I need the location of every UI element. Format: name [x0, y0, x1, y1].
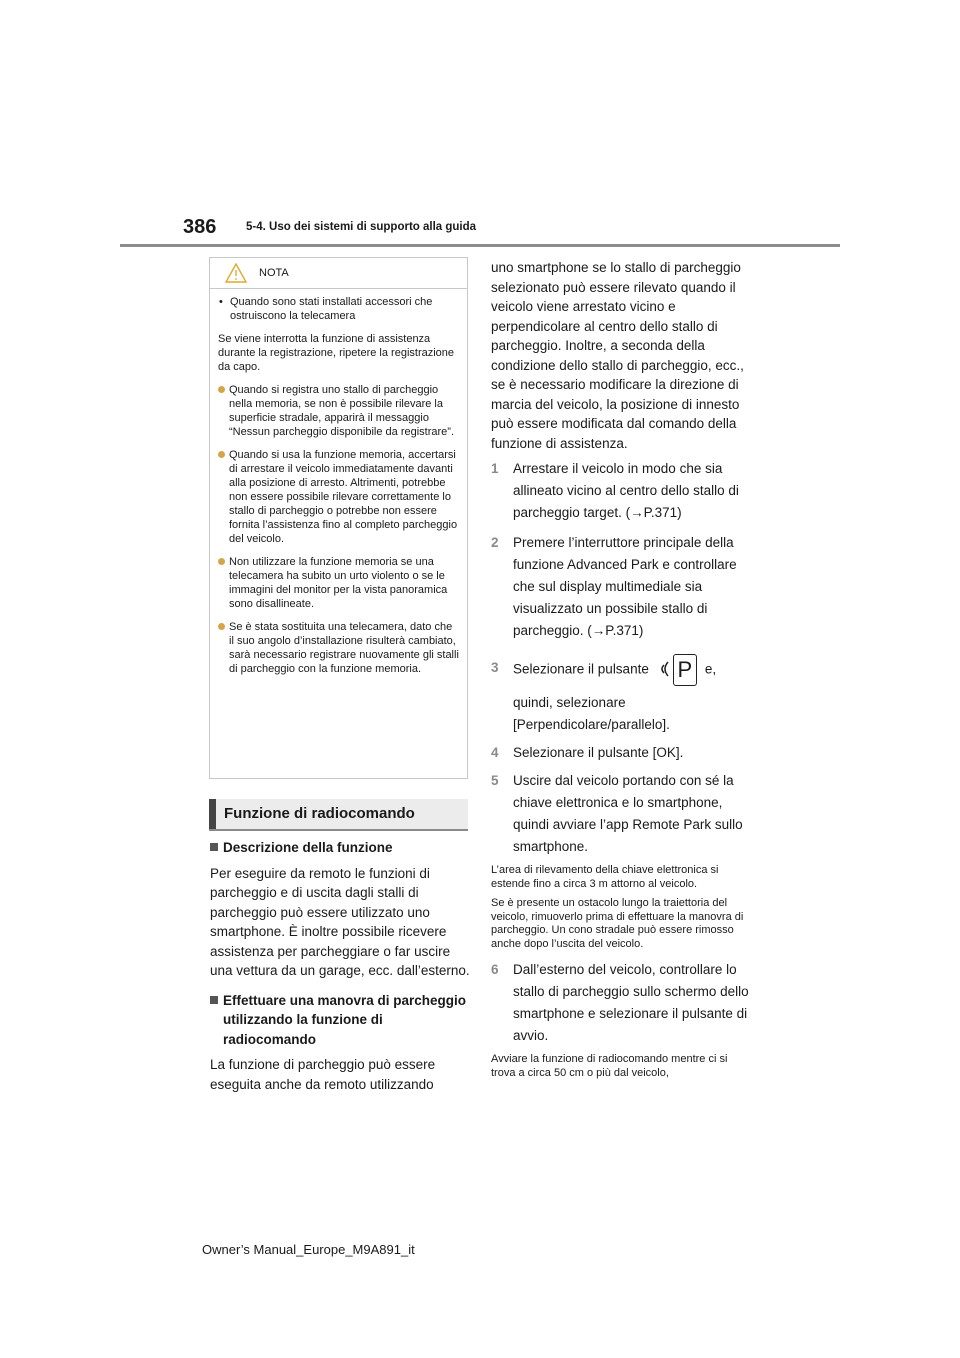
step: [491, 458, 753, 524]
bullet-mark: •: [219, 296, 223, 308]
p-icon-label: P: [677, 657, 693, 682]
note-item: [218, 332, 459, 374]
note-item: [218, 448, 459, 546]
step: [491, 959, 753, 1047]
step: [491, 532, 753, 642]
paragraph: Per eseguire da remoto le funzioni di parcheggio e di uscita dagli stalli di parcheggio può essere utilizzato uno smartphone. È inoltre possibile ricevere assistenza per parcheggiare o far uscire una vettura da un garage, ecc. dall’esterno.: [210, 865, 470, 978]
note-item-text: Quando si registra uno stallo di parcheggio nella memoria, se non è possibile rilevare la superficie stradale, apparirà il messaggio “Nessun parcheggio disponibile da registrare”.: [229, 384, 455, 438]
circle-bullet-icon: [218, 623, 225, 630]
note-item-text: Quando si usa la funzione memoria, accertarsi di arrestare il veicolo immediatamente davanti alla posizione di arresto. Altrimenti, potrebbe non essere possibile rilevare correttamente lo stallo di parcheggio o potrebbe non essere fornita l’assistenza fino al completo parcheggio del veicolo.: [229, 449, 458, 545]
circle-bullet-icon: [218, 386, 225, 393]
step-number: 2: [491, 535, 499, 550]
step-text: Arrestare il veicolo in modo che sia allineato vicino al centro dello stallo di parcheggio target. (→P.371): [513, 461, 739, 520]
subheading: [210, 838, 470, 858]
step-text: Dall’esterno del veicolo, controllare lo stallo di parcheggio sullo schermo dello smartphone e selezionare il pulsante di avvio.: [513, 962, 749, 1043]
small-note: Avviare la funzione di radiocomando mentre ci si trova a circa 50 cm o più dal veicolo,: [491, 1053, 728, 1079]
left-column-text: [210, 838, 470, 1094]
note-item: [218, 620, 459, 676]
step-number: 5: [491, 773, 499, 788]
right-column-text: [491, 258, 753, 1080]
step-text: Selezionare il pulsante [OK].: [513, 745, 684, 760]
step: [491, 654, 753, 736]
step-text: Selezionare il pulsante: [513, 661, 649, 677]
note-box: [209, 257, 468, 779]
section-reference: 5-4. Uso dei sistemi di supporto alla guida: [246, 221, 477, 233]
note-item-text: Quando sono stati installati accessori che ostruiscono la telecamera: [230, 296, 433, 322]
step-number: 6: [491, 962, 499, 977]
header-rule: [120, 244, 840, 247]
step-number: 1: [491, 461, 499, 476]
section-heading-band: [209, 799, 468, 831]
circle-bullet-icon: [218, 451, 225, 458]
step-text: quindi, selezionare [Perpendicolare/parallelo].: [513, 695, 670, 732]
note-title: NOTA: [259, 267, 289, 279]
subheading-text: Effettuare una manovra di parcheggio utilizzando la funzione di radiocomando: [223, 992, 467, 1047]
warning-triangle-icon: [225, 263, 247, 283]
small-note: L’area di rilevamento della chiave elettronica si estende fino a circa 3 m attorno al veicolo.: [491, 864, 719, 890]
note-item: [218, 555, 459, 611]
paragraph: La funzione di parcheggio può essere eseguita anche da remoto utilizzando: [210, 1057, 436, 1092]
note-item-text: Se è stata sostituita una telecamera, dato che il suo angolo d’installazione risulterà cambiato, sarà necessario registrare nuovamente gli stalli di parcheggio con la funzione memoria.: [229, 621, 459, 675]
note-item-text: Se viene interrotta la funzione di assistenza durante la registrazione, ripetere la registrazione da capo.: [218, 333, 455, 373]
signal-waves-icon: [658, 660, 672, 678]
step-text: e,: [704, 661, 717, 677]
section-heading-bar: [209, 799, 216, 829]
circle-bullet-icon: [218, 558, 225, 565]
note-item: [218, 295, 459, 323]
paragraph: uno smartphone se lo stallo di parcheggio selezionato può essere rilevato quando il veicolo viene arrestato vicino e perpendicolare al centro dello stallo di parcheggio. Inoltre, a seconda della condizione dello stallo di parcheggio, ecc., se è necessario modificare la direzione di marcia del veicolo, la posizione di innesto può essere modificata dal comando della funzione di assistenza.: [491, 260, 744, 451]
page-number: 386: [183, 216, 217, 238]
subheading: [210, 991, 470, 1050]
step: [491, 770, 753, 858]
small-note: Se è presente un ostacolo lungo la traiettoria del veicolo, rimuoverlo prima di effettuare la manovra di parcheggio. Un cono stradale può essere rimosso anche dopo l’uscita del veicolo.: [491, 897, 744, 950]
note-header: [210, 258, 467, 289]
note-item-text: Non utilizzare la funzione memoria se una telecamera ha subito un urto violento o se le immagini del monitor per la vista panoramica sono disallineate.: [229, 556, 448, 610]
square-bullet-icon: [210, 843, 218, 851]
note-item: [218, 383, 459, 439]
footer-text: Owner’s Manual_Europe_M9A891_it: [202, 1242, 415, 1257]
step-text: Premere l’interruttore principale della funzione Advanced Park e controllare che sul display multimediale sia visualizzato un possibile stallo di parcheggio. (→P.371): [513, 535, 737, 638]
step-text: Uscire dal veicolo portando con sé la chiave elettronica e lo smartphone, quindi avviare l’app Remote Park sullo smartphone.: [513, 773, 743, 854]
square-bullet-icon: [210, 996, 218, 1004]
remote-park-button-icon: [673, 654, 697, 686]
step-number: 4: [491, 745, 499, 760]
step: [491, 742, 753, 764]
note-body: [210, 289, 467, 676]
subheading-text: Descrizione della funzione: [223, 840, 393, 855]
section-heading: Funzione di radiocomando: [224, 805, 415, 822]
step-number: 3: [491, 660, 499, 675]
